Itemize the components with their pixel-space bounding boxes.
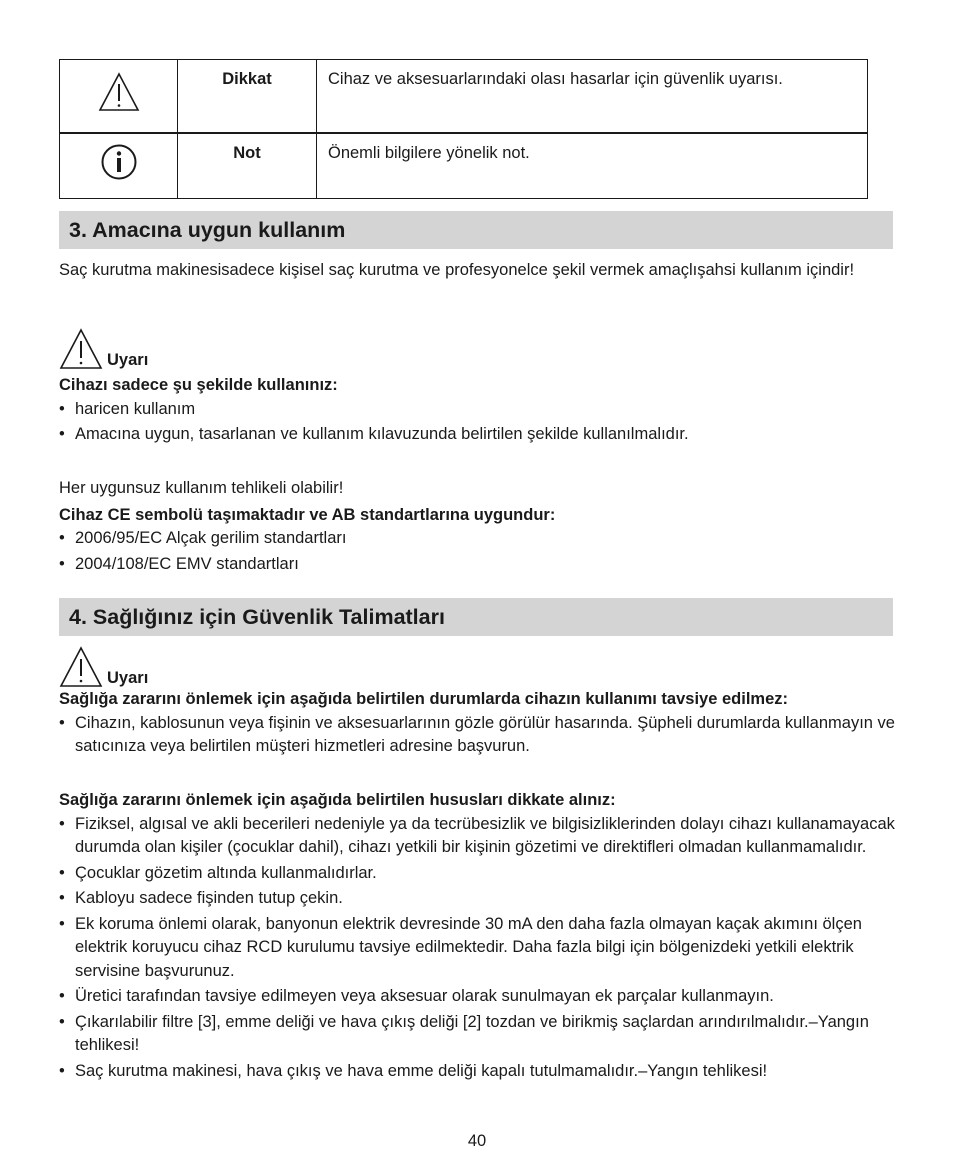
- usage-heading: Cihazı sadece şu şekilde kullanınız:: [59, 376, 338, 394]
- section-3-ce: [59, 477, 895, 576]
- section-3-heading: 3. Amacına uygun kullanım: [59, 211, 893, 249]
- legend-term: Dikkat: [178, 60, 317, 134]
- warning-header: [59, 326, 895, 370]
- list-item: • Fiziksel, algısal ve akli becerileri nedeniyle ya da tecrübesizlik ve bilgisizliklerinden dolayı cihazı kullanamayacak durumda olan kişiler (çocuklar dahil), cihazı yetkili bir kişinin gözetimi ve direktifleri olmadan kullanmamalıdır.: [59, 813, 895, 860]
- section-3-intro: [59, 259, 895, 283]
- warning-triangle-icon: [59, 646, 103, 688]
- health-list-1: [59, 712, 895, 759]
- health-list-2: [59, 813, 895, 1084]
- warning-label: Uyarı: [107, 669, 149, 687]
- legend-icon-cell: [60, 60, 178, 134]
- list-item: • Amacına uygun, tasarlanan ve kullanım kılavuzunda belirtilen şekilde kullanılmalıdır.: [59, 423, 895, 447]
- list-item: • Üretici tarafından tavsiye edilmeyen veya aksesuar olarak sunulmayan ek parçalar kullanmayın.: [59, 985, 895, 1009]
- list-item: • Ek koruma önlemi olarak, banyonun elektrik devresinde 30 mA den daha fazla olmayan kaçak akımını ölçen elektrik koruyucu cihaz RCD kurulumu tavsiye edilmektedir. Daha fazla bilgi için bölgenizdeki yetkili elektrik servisine başvurunuz.: [59, 913, 895, 984]
- section-4-warning: [59, 644, 895, 759]
- intro-text: Saç kurutma makinesisadece kişisel saç kurutma ve profesyonelce şekil vermek amaçlışahsi kullanım içindir!: [59, 261, 855, 279]
- health-heading-2: Sağlığa zararını önlemek için aşağıda belirtilen hususları dikkate alınız:: [59, 791, 616, 809]
- legend-row-not: [60, 133, 868, 199]
- legend-description: Cihaz ve aksesuarlarındaki olası hasarlar için güvenlik uyarısı.: [317, 60, 868, 134]
- legend-icon-cell: [60, 133, 178, 199]
- list-item: • 2006/95/EC Alçak gerilim standartları: [59, 527, 895, 551]
- list-item: • Çocuklar gözetim altında kullanmalıdırlar.: [59, 862, 895, 886]
- warning-triangle-icon: [98, 72, 140, 112]
- section-3-warning: [59, 326, 895, 447]
- symbol-legend-table: [59, 59, 868, 199]
- list-item: • Saç kurutma makinesi, hava çıkış ve hava emme deliği kapalı tutulmamalıdır.–Yangın tehlikesi!: [59, 1060, 895, 1084]
- ce-list: [59, 527, 895, 576]
- list-item: • Çıkarılabilir filtre [3], emme deliği ve hava çıkış deliği [2] tozdan ve birikmiş saçlardan arındırılmalıdır.–Yangın tehlikesi!: [59, 1011, 895, 1058]
- info-circle-icon: [100, 143, 138, 181]
- usage-list: [59, 398, 895, 447]
- legend-row-dikkat: [60, 60, 868, 134]
- warning-header: [59, 644, 895, 688]
- ce-heading: Cihaz CE sembolü taşımaktadır ve AB standartlarına uygundur:: [59, 505, 556, 524]
- danger-text: Her uygunsuz kullanım tehlikeli olabilir!: [59, 479, 344, 497]
- list-item: • Cihazın, kablosunun veya fişinin ve aksesuarlarının gözle görülür hasarında. Şüpheli durumlarda kullanmayın ve satıcınıza veya belirtilen müşteri hizmetleri adresine başvurun.: [59, 712, 895, 759]
- warning-triangle-icon: [59, 328, 103, 370]
- section-4-precautions: [59, 789, 895, 1083]
- list-item: • Kabloyu sadece fişinden tutup çekin.: [59, 887, 895, 911]
- list-item: • 2004/108/EC EMV standartları: [59, 553, 895, 577]
- section-4-heading: 4. Sağlığınız için Güvenlik Talimatları: [59, 598, 893, 636]
- list-item: • haricen kullanım: [59, 398, 895, 422]
- warning-label: Uyarı: [107, 351, 149, 369]
- legend-term: Not: [178, 133, 317, 199]
- page-number: 40: [467, 1132, 487, 1150]
- legend-description: Önemli bilgilere yönelik not.: [317, 133, 868, 199]
- health-heading-1: Sağlığa zararını önlemek için aşağıda belirtilen durumlarda cihazın kullanımı tavsiye edilmez:: [59, 690, 788, 708]
